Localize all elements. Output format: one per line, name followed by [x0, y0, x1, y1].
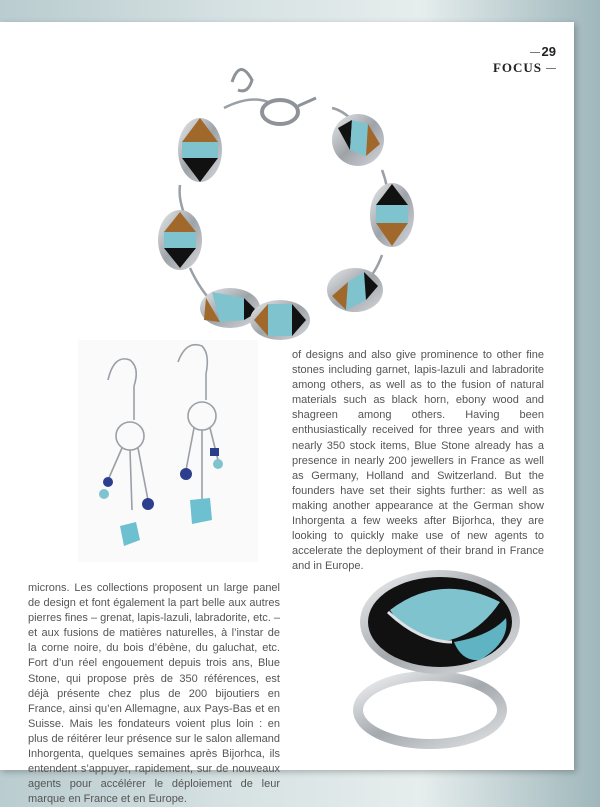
bracelet-stone-2 — [158, 210, 202, 270]
article-text-english: of designs and also give prominence to other fine stones including garnet, lapis-lazuli and labradorite among others, as well as to the fusion of natural materials such as black horn, ebony wood and shagreen among others. Having been enthusiastically received for three years and with nearly 350 stock items, Blue Stone already has a presence in nearly 200 jewellers in France as well as Germany, Holland and Switzerland. But the founders have set their sights further: as well as making another appearance at the German show Inhorgenta a few weeks after Bijorhca, they are looking to quickly make use of new agents to accelerate the deployment of their brand in France and in Europe. — [292, 349, 544, 573]
bracelet-stone-7 — [332, 114, 384, 166]
magazine-page — [0, 22, 574, 806]
section-title: FOCUS — [492, 60, 542, 75]
header-rule-trailing — [546, 68, 556, 69]
bracelet-stone-5 — [327, 268, 383, 312]
bracelet-stone-4 — [250, 300, 310, 340]
bracelet-stone-6 — [370, 183, 414, 247]
header-rule — [530, 52, 540, 53]
earrings-photo — [78, 340, 258, 562]
bracelet-stone-1 — [178, 118, 222, 182]
page-number: 29 — [541, 44, 556, 59]
article-text-french: microns. Les collections proposent un large panel de design et font également la part belle aux autres pierres fines – grenat, lapis-lazuli, labradorite, etc. – et aux fusions de matières naturelles, à l’instar de la corne noire, du bois d’ébène, du galuchat, etc. Fort d’un réel engouement depuis trois ans, Blue Stone, qui propose près de 350 références, est déjà présente chez plus de 200 bijoutiers en France, ainsi qu’en Allemagne, aux Pays-Bas et en Suisse. Mais les fondateurs voient plus loin : en plus de réitérer leur présence sur le salon allemand Inhorgenta, quelques semaines après Bijorhca, ils entendent s’appuyer, rapidement, sur de nouveaux agents pour accélérer le déploiement de leur marque en France et en Europe. — [28, 582, 280, 806]
bracelet-photo — [120, 50, 440, 350]
ring-photo — [330, 562, 530, 762]
